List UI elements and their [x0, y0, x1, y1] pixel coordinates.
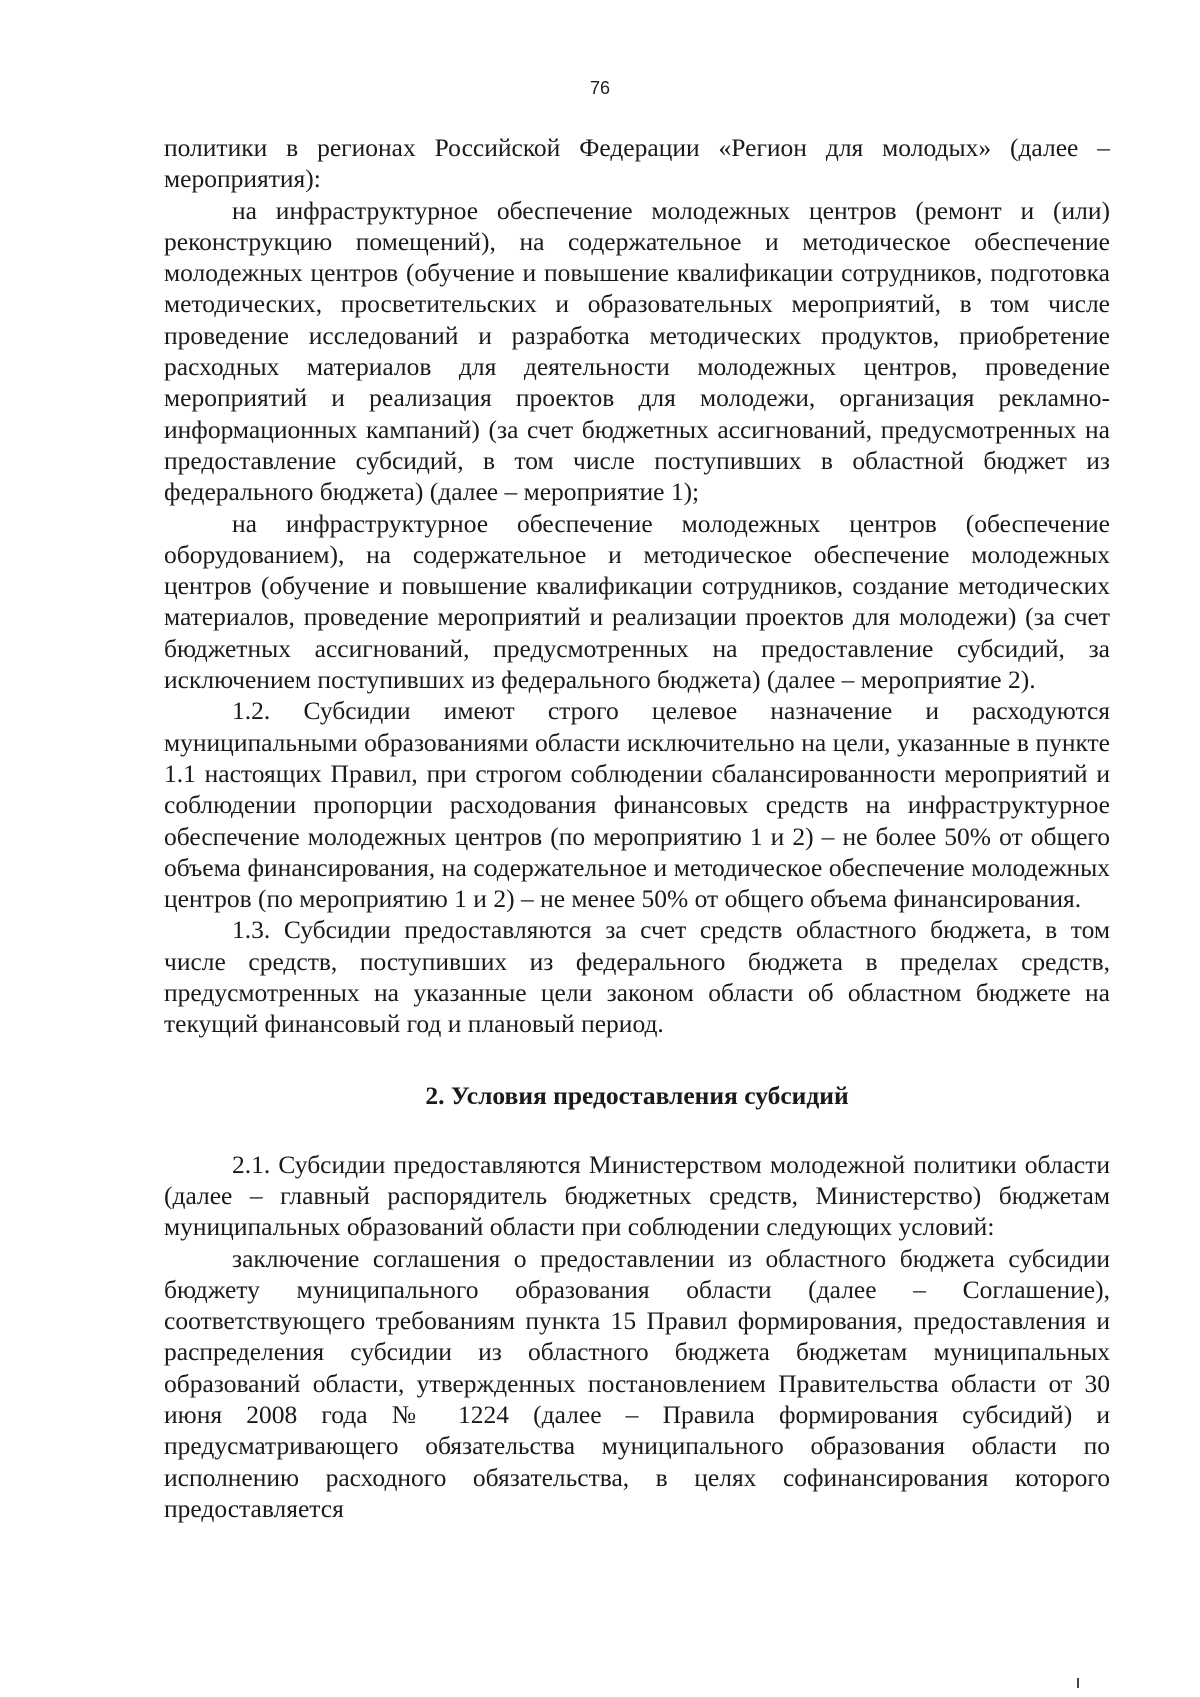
- page-number: 76: [589, 78, 611, 98]
- paragraph-event-1: на инфраструктурное обеспечение молодежных центров (ремонт и (или) реконструкцию помещений), на содержательное и методическое обеспечение молодежных центров (обучение и повышение квалификации сотрудников, подготовка методических, просветительских и образовательных мероприятий, в том числе проведение исследований и разработка методических продуктов, приобретение расходных материалов для деятельности молодежных центров, проведение мероприятий и реализация проектов для молодежи, организация рекламно-информационных кампаний) (за счет бюджетных ассигнований, предусмотренных на предоставление субсидий, в том числе поступивших в областной бюджет из федерального бюджета) (далее – мероприятие 1);: [164, 195, 1110, 507]
- paragraph-event-2: на инфраструктурное обеспечение молодежных центров (обеспечение оборудованием), на содержательное и методическое обеспечение молодежных центров (обучение и повышение квалификации сотрудников, создание методических материалов, проведение мероприятий и реализации проектов для молодежи) (за счет бюджетных ассигнований, предусмотренных на предоставление субсидий, за исключением поступивших из федерального бюджета) (далее – мероприятие 2).: [164, 508, 1110, 695]
- document-body: [164, 132, 1110, 1524]
- scan-artifact: [1077, 1678, 1079, 1688]
- paragraph-continuation: политики в регионах Российской Федерации «Регион для молодых» (далее – мероприятия):: [164, 133, 1110, 194]
- paragraph-2-1: 2.1. Субсидии предоставляются Министерством молодежной политики области (далее – главный распорядитель бюджетных средств, Министерство) бюджетам муниципальных образований области при соблюдении следующих условий:: [164, 1149, 1110, 1242]
- paragraph-agreement-condition: заключение соглашения о предоставлении из областного бюджета субсидии бюджету муниципального образования области (далее – Соглашение), соответствующего требованиям пункта 15 Правил формирования, предоставления и распределения субсидии из областного бюджета бюджетам муниципальных образований области, утвержденных постановлением Правительства области от 30 июня 2008 года № 1224 (далее – Правила формирования субсидий) и предусматривающего обязательства муниципального образования области по исполнению расходного обязательства, в целях софинансирования которого предоставляется: [164, 1243, 1110, 1523]
- section-heading: 2. Условия предоставления субсидий: [425, 1080, 849, 1110]
- paragraph-1-3: 1.3. Субсидии предоставляются за счет средств областного бюджета, в том числе средств, поступивших из федерального бюджета в пределах средств, предусмотренных на указанные цели законом области об областном бюджете на текущий финансовый год и плановый период.: [164, 915, 1110, 1039]
- paragraph-1-2: 1.2. Субсидии имеют строго целевое назначение и расходуются муниципальными образованиями области исключительно на цели, указанные в пункте 1.1 настоящих Правил, при строгом соблюдении сбалансированности мероприятий и соблюдении пропорции расходования финансовых средств на инфраструктурное обеспечение молодежных центров (по мероприятию 1 и 2) – не более 50% от общего объема финансирования, на содержательное и методическое обеспечение молодежных центров (по мероприятию 1 и 2) – не менее 50% от общего объема финансирования.: [164, 696, 1110, 914]
